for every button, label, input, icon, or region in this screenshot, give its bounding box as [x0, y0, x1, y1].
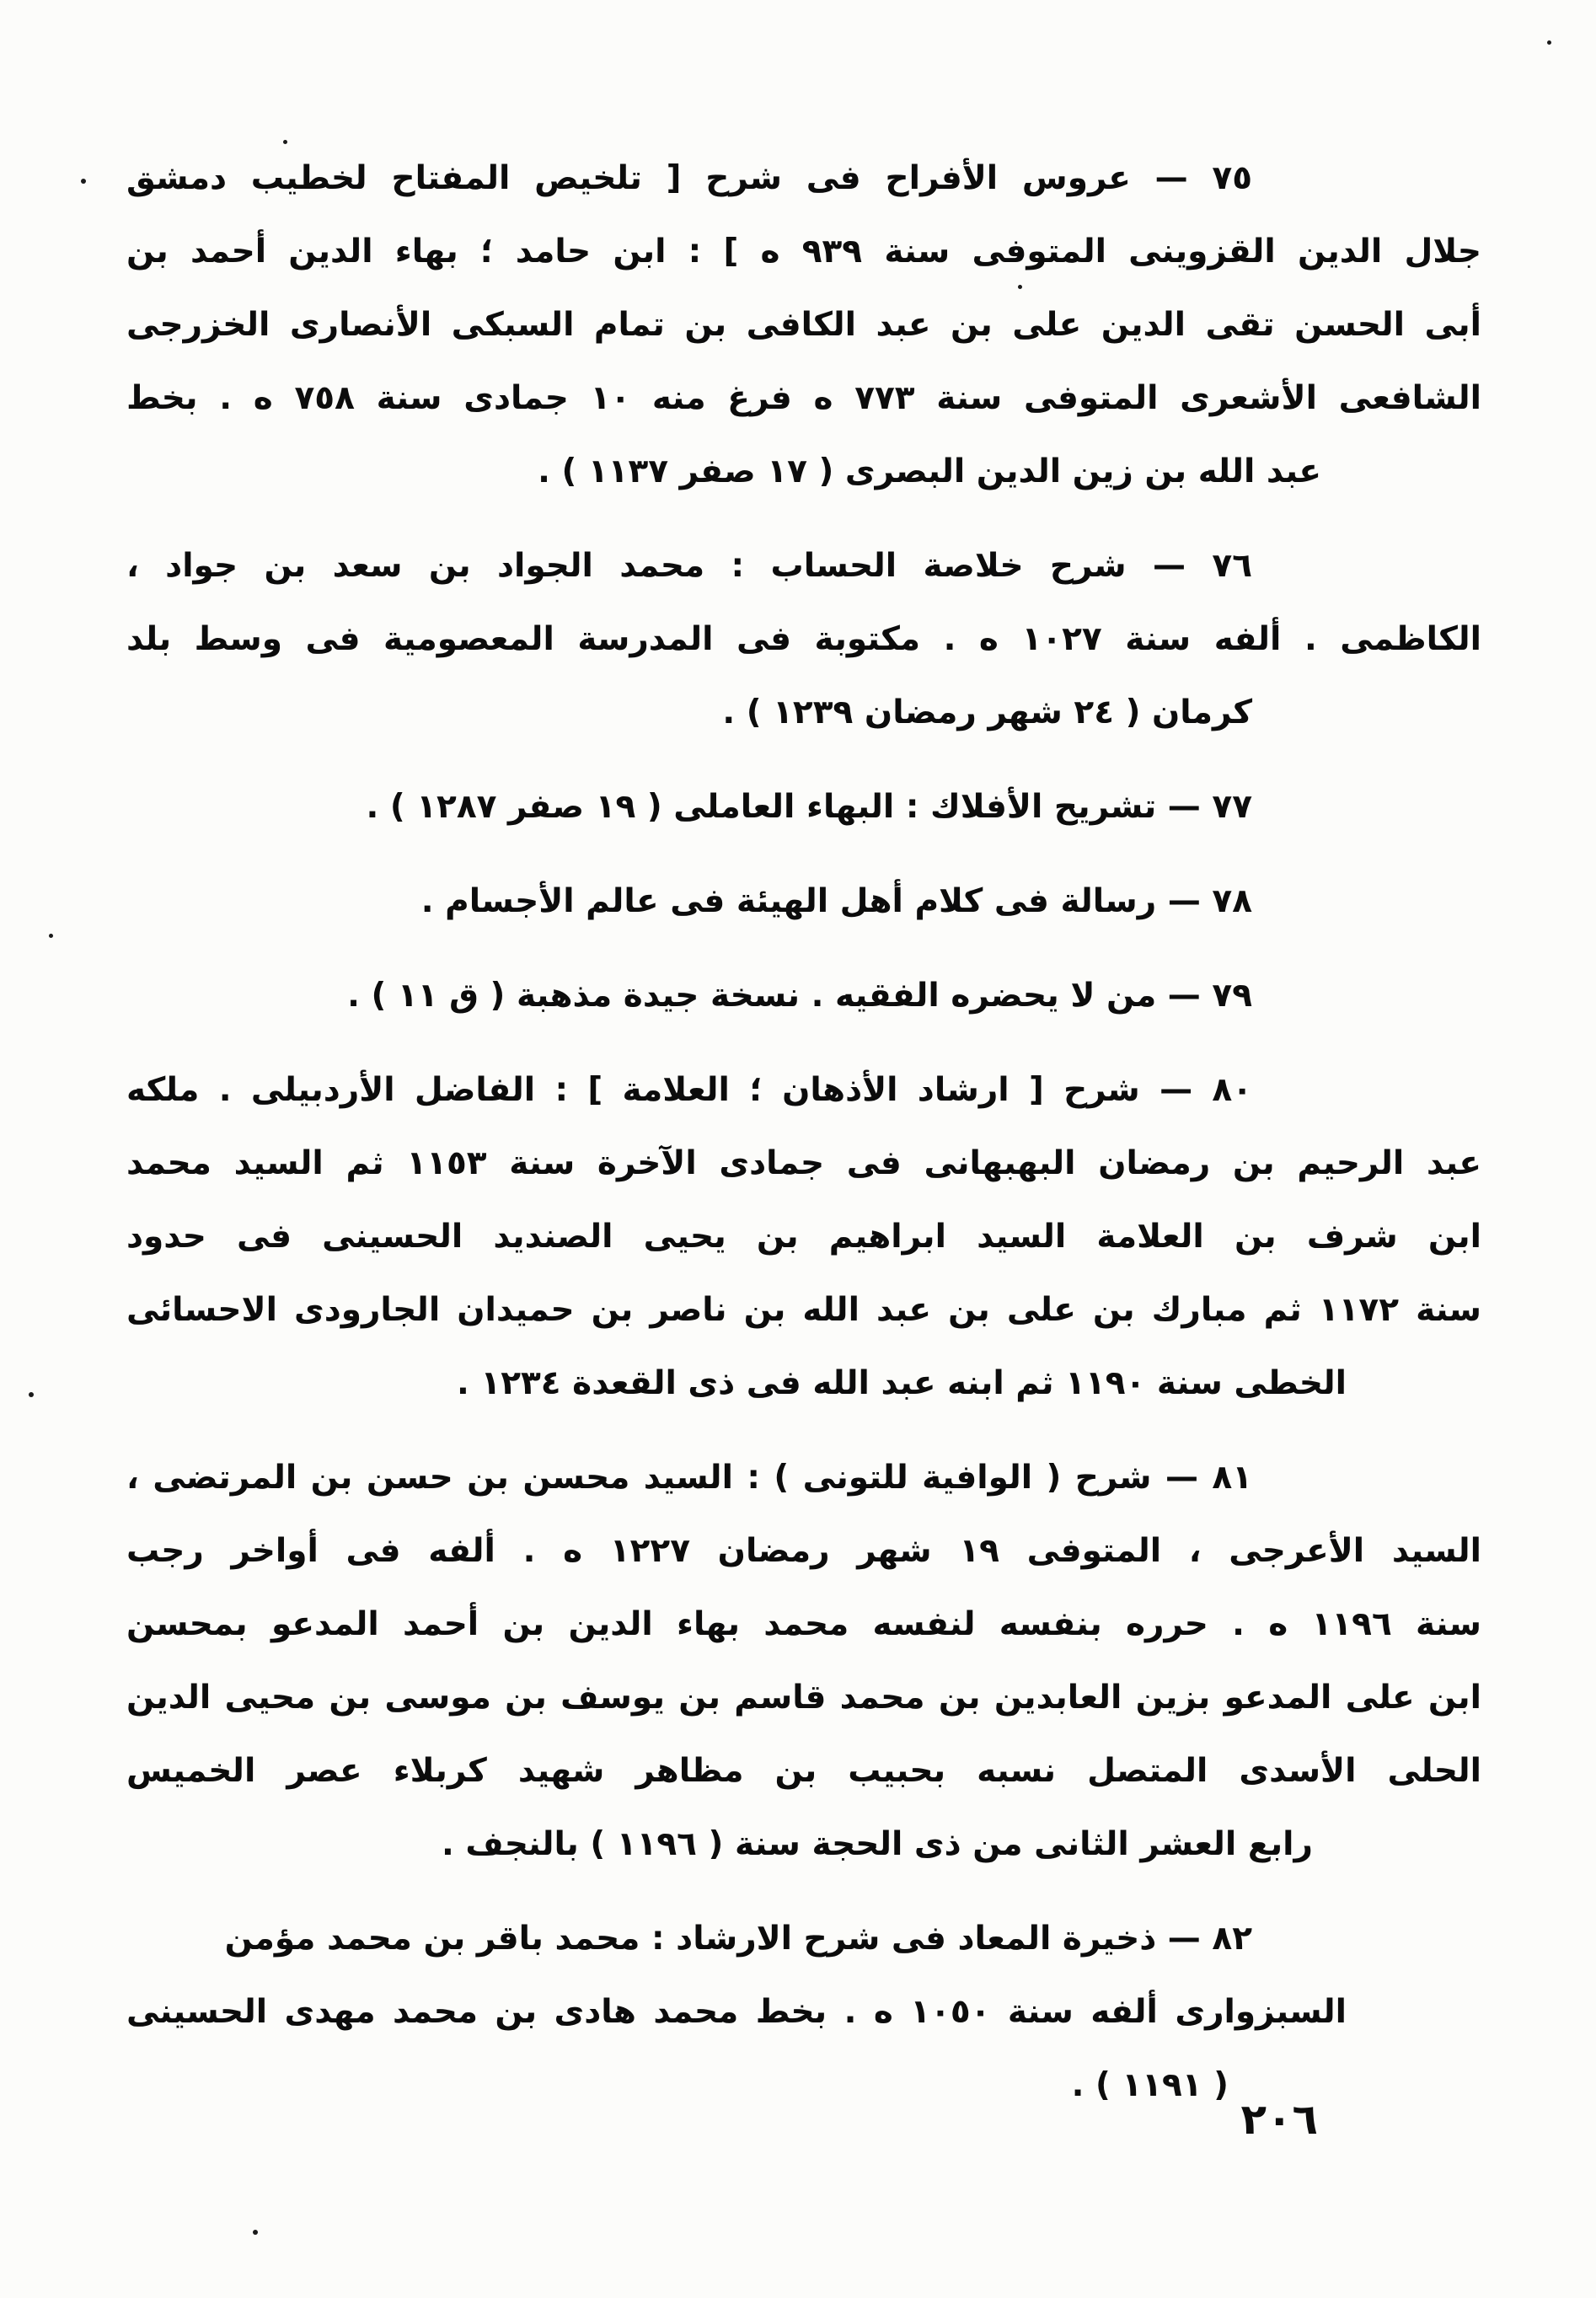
entry-line: ٧٧ — تشريح الأفلاك : البهاء العاملى ( ١٩ صفر ١٢٨٧ ) . [366, 788, 1252, 826]
entry-line: السيد الأعرجى ، المتوفى ١٩ شهر رمضان ١٢٢٧ ه . ألفه فى أواخر رجب [126, 1532, 1481, 1570]
scan-speck [49, 934, 53, 938]
scan-speck [1547, 40, 1551, 45]
entry-82 [126, 1902, 1481, 2122]
entry-line: ٨٢ — ذخيرة المعاد فى شرح الارشاد : محمد باقر بن محمد مؤمن [224, 1920, 1252, 1958]
entry-line: عبد الرحيم بن رمضان البهبهانى فى جمادى الآخرة سنة ١١٥٣ ثم السيد محمد [126, 1144, 1481, 1182]
entry-line: ابن على المدعو بزين العابدين بن محمد قاسم بن يوسف بن موسى بن محيى الدين [126, 1679, 1481, 1717]
scan-speck [1018, 285, 1022, 289]
scan-speck [253, 2230, 258, 2235]
scan-speck [29, 1392, 34, 1397]
entry-75 [126, 142, 1481, 508]
entry-line: عبد الله بن زين الدين البصرى ( ١٧ صفر ١١٣٧ ) . [538, 453, 1321, 490]
scan-speck [283, 140, 287, 144]
entry-80 [126, 1053, 1481, 1420]
entry-line: ٨١ — شرح ( الوافية للتونى ) : السيد محسن بن حسن بن المرتضى ، [126, 1459, 1252, 1497]
entry-line: الحلى الأسدى المتصل نسبه بحبيب بن مظاهر شهيد كربلاء عصر الخميس [126, 1752, 1481, 1790]
entry-line: كرمان ( ٢٤ شهر رمضان ١٢٣٩ ) . [722, 694, 1252, 731]
entry-line: ٧٩ — من لا يحضره الفقيه . نسخة جيدة مذهبة ( ق ١١ ) . [347, 977, 1252, 1015]
text-block [126, 142, 1481, 2143]
entry-line: الشافعى الأشعرى المتوفى سنة ٧٧٣ ه فرغ منه ١٠ جمادى سنة ٧٥٨ ه . بخط [126, 379, 1481, 417]
entry-line: ٧٨ — رسالة فى كلام أهل الهيئة فى عالم الأجسام . [420, 882, 1252, 920]
entry-line: الكاظمى . ألفه سنة ١٠٢٧ ه . مكتوبة فى المدرسة المعصومية فى وسط بلد [126, 620, 1481, 658]
entry-81 [126, 1441, 1481, 1881]
entry-line: سنة ١١٩٦ ه . حرره بنفسه لنفسه محمد بهاء الدين بن أحمد المدعو بمحسن [126, 1605, 1481, 1643]
entry-line: رابع العشر الثانى من ذى الحجة سنة ( ١١٩٦ ) بالنجف . [441, 1825, 1313, 1863]
entry-line: ابن شرف بن العلامة السيد ابراهيم بن يحيى الصنديد الحسينى فى حدود [126, 1218, 1481, 1256]
entry-line: ٧٥ — عروس الأفراح فى شرح [ تلخيص المفتاح لخطيب دمشق [126, 159, 1252, 197]
entry-76 [126, 529, 1481, 749]
entry-line: ( ١١٩١ ) . [1071, 2066, 1229, 2104]
entry-77 [126, 770, 1481, 844]
entry-line: ٧٦ — شرح خلاصة الحساب : محمد الجواد بن سعد بن جواد ، [126, 547, 1252, 585]
entry-line: أبى الحسن تقى الدين على بن عبد الكافى بن تمام السبكى الأنصارى الخزرجى [126, 306, 1481, 344]
entry-line: الخطى سنة ١١٩٠ ثم ابنه عبد الله فى ذى القعدة ١٢٣٤ . [456, 1364, 1347, 1402]
entry-line: سنة ١١٧٢ ثم مبارك بن على بن عبد الله بن ناصر بن حميدان الجارودى الاحسائى [126, 1291, 1481, 1329]
entry-79 [126, 959, 1481, 1032]
entry-line: السبزوارى ألفه سنة ١٠٥٠ ه . بخط محمد هادى بن محمد مهدى الحسينى [126, 1993, 1347, 2031]
scan-speck [81, 179, 86, 184]
entry-78 [126, 865, 1481, 938]
entry-line: جلال الدين القزوينى المتوفى سنة ٩٣٩ ه ] : ابن حامد ؛ بهاء الدين أحمد بن [126, 233, 1482, 271]
entry-line: ٨٠ — شرح [ ارشاد الأذهان ؛ العلامة ] : الفاضل الأردبيلى . ملكه [126, 1071, 1252, 1109]
page-number: ٢٠٦ [1240, 2095, 1318, 2144]
